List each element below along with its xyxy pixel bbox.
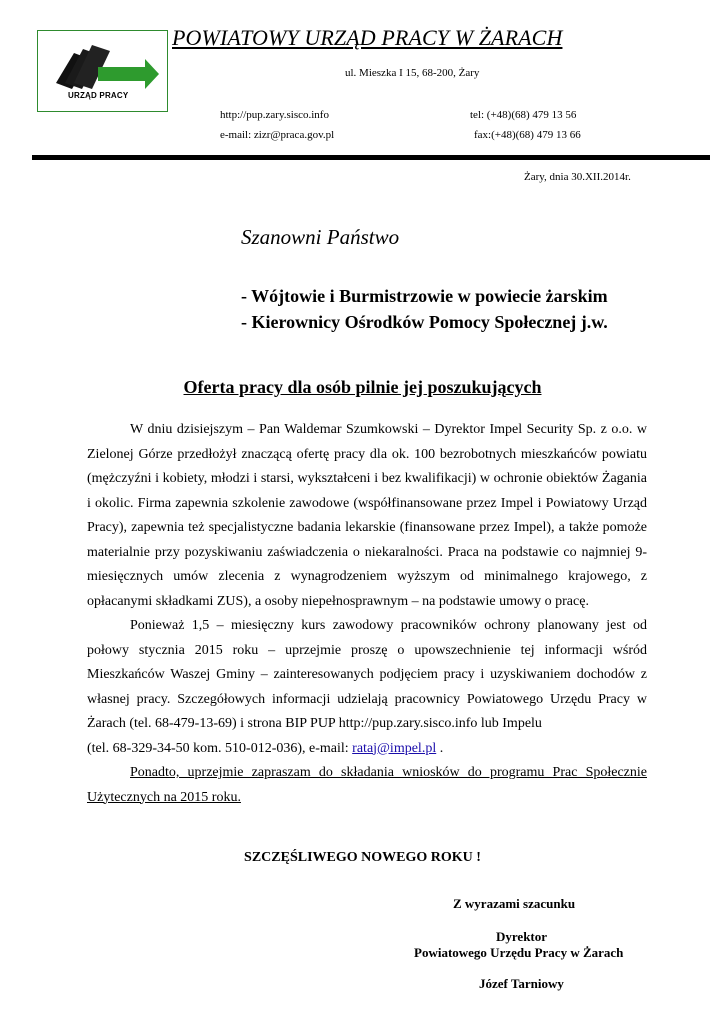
email: e-mail: zizr@praca.gov.pl [220, 129, 335, 141]
letter-subject: Oferta pracy dla osób pilnie jej poszukujących [183, 377, 542, 397]
paragraph-2: Ponieważ 1,5 – miesięczny kurs zawodowy pracowników ochrony planowany jest od połowy stycznia 2015 roku – uprzejmie proszę o upowszechnienie tej informacji wśród Mieszkańców Waszej Gminy – zainteresowanych podjęciem pracy i uzyskiwaniem dochodów z własnej pracy. Szczegółowych informacji udzielają pracownicy Powiatowego Urzędu Pracy w Żarach (tel. 68-479-13-69) i strona BIP PUP http://pup.zary.sisco.info lub Impelu [87, 618, 647, 731]
header-divider [32, 155, 710, 160]
logo-text: URZĄD PRACY [68, 91, 129, 100]
address: ul. Mieszka I 15, 68-200, Żary [345, 67, 480, 79]
signature-org: Powiatowego Urzędu Pracy w Żarach [414, 945, 624, 960]
logo [37, 30, 168, 112]
recipient-line: - Kierownicy Ośrodków Pomocy Społecznej j.w. [241, 312, 608, 332]
paragraph-2-end: . [436, 740, 444, 756]
letter-body [87, 418, 647, 810]
letter-date: Żary, dnia 30.XII.2014r. [524, 171, 631, 183]
logo-arrow-icon [98, 59, 159, 89]
salutation: Szanowni Państwo [241, 225, 400, 249]
website: http://pup.zary.sisco.info [220, 109, 329, 121]
logo-graphic [38, 31, 169, 113]
paragraph-1: W dniu dzisiejszym – Pan Waldemar Szumkowski – Dyrektor Impel Security Sp. z o.o. w Zielonej Górze przedłożył znaczącą ofertę pracy dla ok. 100 bezrobotnych mieszkańców powiatu (mężczyźni i kobiety, młodzi i starsi, wykształceni i bez kwalifikacji) w ochronie obiektów Żagania i okolic. Firma zapewnia szkolenie zawodowe (współfinansowane przez Impel i Powiatowy Urząd Pracy), zapewnia też specjalistyczne badania lekarskie (finansowane przez Impel), a także pomoże materialnie przy pozyskiwaniu zaświadczenia o niekaralności. Praca na podstawie co najmniej 9-miesięcznych umów zlecenia z wynagrodzeniem wyższym od minimalnego krajowego, z opłacanymi składkami ZUS), a osoby niepełnosprawnym – na podstawie umowy o pracę. [87, 422, 647, 609]
greeting: SZCZĘŚLIWEGO NOWEGO ROKU ! [244, 850, 481, 865]
paragraph-2-contact-text: (tel. 68-329-34-50 kom. 510-012-036), e-mail: [87, 740, 353, 756]
organization-title: POWIATOWY URZĄD PRACY W ŻARACH [172, 25, 563, 50]
phone: tel: (+48)(68) 479 13 56 [470, 109, 577, 121]
contact-email-link[interactable]: rataj@impel.pl [352, 740, 437, 756]
fax: fax:(+48)(68) 479 13 66 [474, 129, 581, 141]
paragraph-2-contact [87, 737, 647, 762]
recipients [241, 283, 608, 335]
signature-title: Dyrektor [496, 929, 548, 944]
recipient-line: - Wójtowie i Burmistrzowie w powiecie żarskim [241, 286, 608, 306]
closing: Z wyrazami szacunku [453, 896, 576, 911]
paragraph-3: Ponadto, uprzejmie zapraszam do składania wniosków do programu Prac Społecznie Użytecznych na 2015 roku. [87, 765, 647, 805]
signature-name: Józef Tarniowy [479, 976, 564, 991]
